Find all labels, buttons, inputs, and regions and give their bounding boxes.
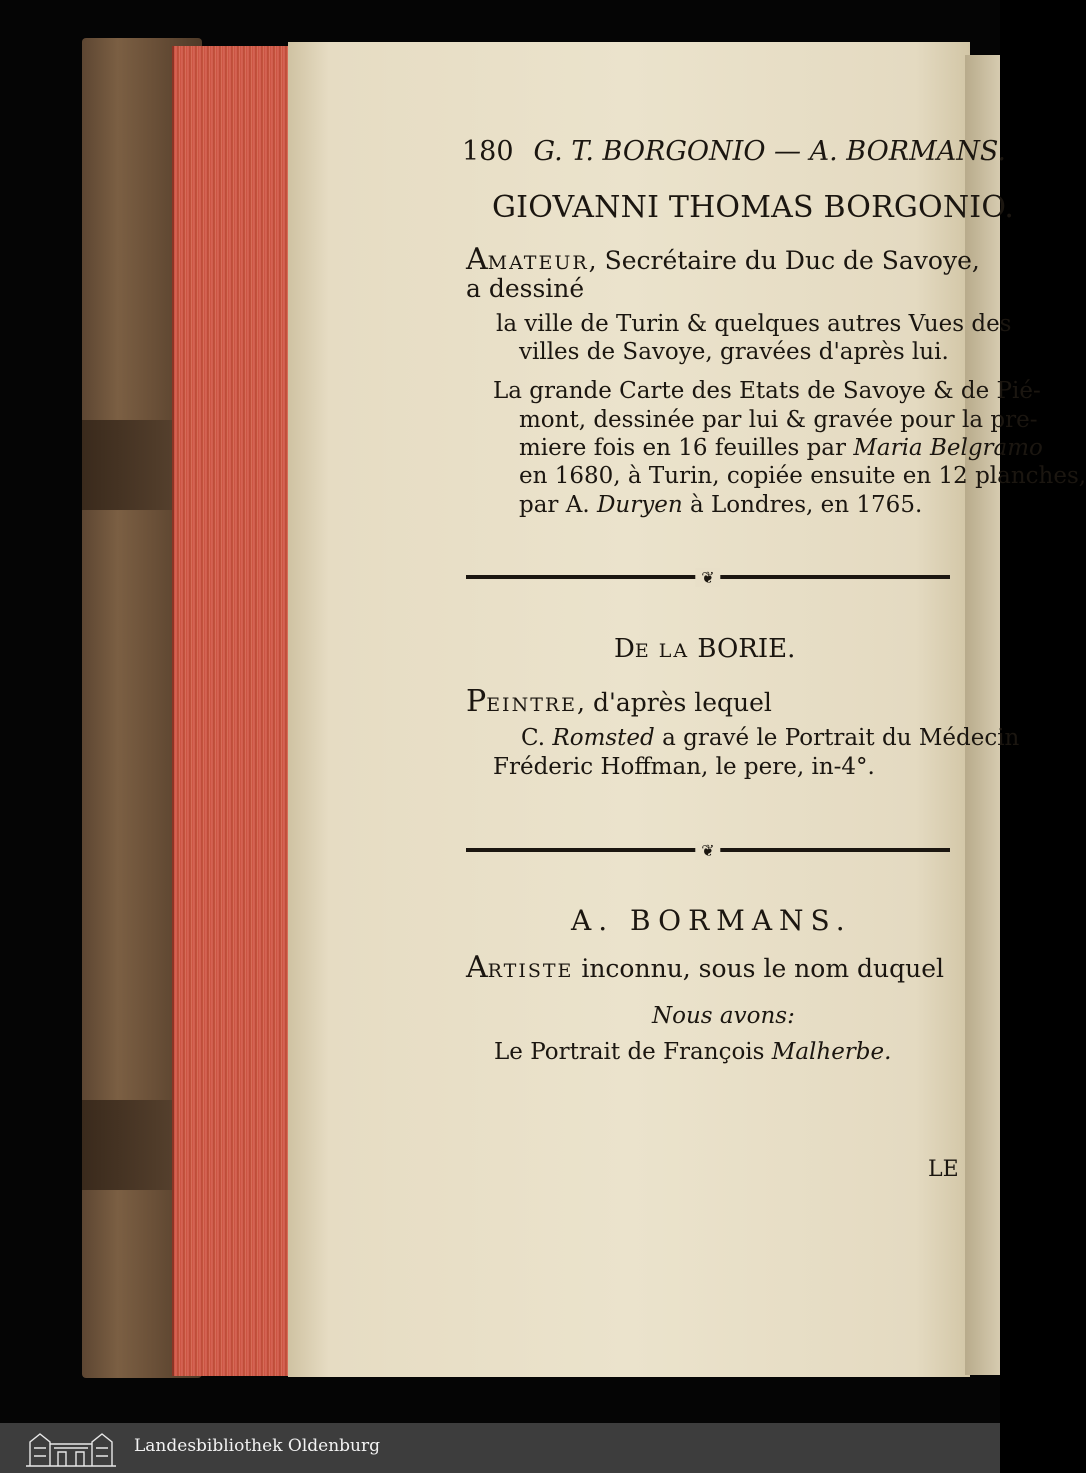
entry-title-borie: DE LA BORIE. <box>614 634 796 664</box>
entry-item-line: miere fois en 16 feuilles par Maria Belgramo <box>519 435 1043 461</box>
ornament-icon: ❦ <box>695 841 720 860</box>
running-header <box>462 136 1006 167</box>
library-building-icon <box>22 1426 120 1470</box>
entry-item-line: la ville de Turin & quelques autres Vues des <box>496 311 1012 337</box>
entry-text-line: a dessiné <box>466 274 585 303</box>
entry-item-line: en 1680, à Turin, copiée ensuite en 12 planches, <box>519 463 1086 489</box>
entry-item-line: mont, dessinée par lui & gravée pour la pre- <box>519 407 1038 433</box>
page-edge-red <box>172 46 292 1376</box>
library-name: Landesbibliothek Oldenburg <box>134 1436 381 1456</box>
entry-title-bormans: A. BORMANS. <box>571 904 852 937</box>
entry-item-line: Le Portrait de François Malherbe. <box>494 1039 892 1065</box>
catchword: LE <box>928 1157 959 1182</box>
ornamental-divider <box>466 841 950 860</box>
ornament-icon: ❦ <box>695 568 720 587</box>
entry-item-line: C. Romsted a gravé le Portrait du Médecin <box>521 725 1020 751</box>
running-head-title: G. T. BORGONIO — A. BORMANS. <box>533 136 1006 167</box>
entry-lead-line: AMATEUR, Secrétaire du Duc de Savoye, <box>466 242 980 277</box>
entry-lead-line: PEINTRE, d'après lequel <box>466 684 772 719</box>
page-number: 180 <box>462 136 514 167</box>
entry-item-line: La grande Carte des Etats de Savoye & de Pié- <box>493 378 1041 404</box>
ornamental-divider <box>466 568 950 587</box>
entry-item-line: par A. Duryen à Londres, en 1765. <box>519 492 923 518</box>
entry-lead-line: ARTISTE inconnu, sous le nom duquel <box>466 950 944 985</box>
entry-title-borgonio: GIOVANNI THOMAS BORGONIO. <box>492 190 1015 225</box>
entry-item-line: Fréderic Hoffman, le pere, in-4°. <box>493 754 875 780</box>
entry-item-line: villes de Savoye, gravées d'après lui. <box>519 339 949 365</box>
entry-item-line: Nous avons: <box>652 1003 795 1029</box>
